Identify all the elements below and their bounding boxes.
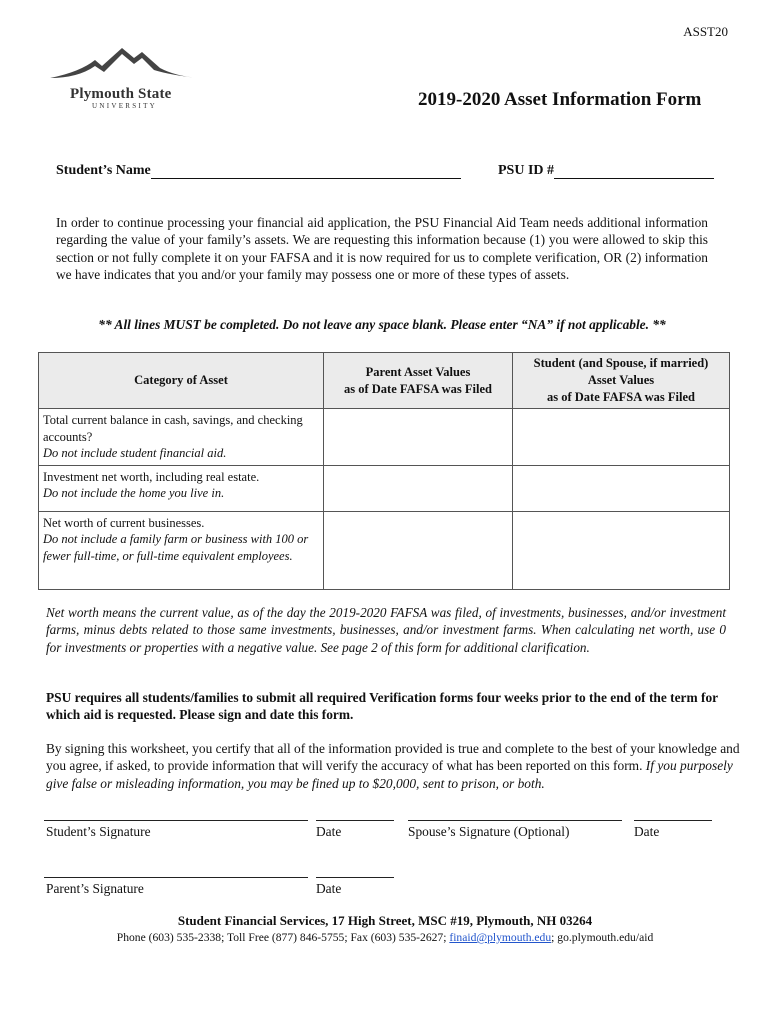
spouse-date-line[interactable]	[634, 820, 712, 821]
logo-subtitle: UNIVERSITY	[92, 102, 157, 110]
psu-id-label: PSU ID #	[498, 163, 555, 178]
student-signature-label: Student’s Signature	[46, 824, 151, 839]
psu-id-line[interactable]	[554, 164, 714, 179]
email-link[interactable]: finaid@plymouth.edu	[449, 931, 552, 944]
spouse-signature-line[interactable]	[408, 820, 622, 821]
student-date-line[interactable]	[316, 820, 394, 821]
parent-value-cell[interactable]	[324, 465, 513, 511]
table-row	[39, 465, 730, 511]
student-name-label: Student’s Name	[56, 163, 151, 178]
table-header-row	[39, 353, 730, 409]
psu-id-field	[498, 163, 714, 179]
contact-numbers: Phone (603) 535-2338; Toll Free (877) 846-5755; Fax (603) 535-2627;	[116, 931, 447, 944]
parent-value-cell[interactable]	[324, 409, 513, 466]
asset-label: Net worth of current businesses.	[43, 515, 205, 530]
table-row	[39, 511, 730, 589]
student-header-line-2: Asset Values	[587, 373, 655, 387]
parent-signature-label: Parent’s Signature	[46, 881, 144, 896]
parent-value-cell[interactable]	[324, 511, 513, 589]
form-title: 2019-2020 Asset Information Form	[418, 89, 702, 110]
parent-signature-line[interactable]	[44, 877, 308, 878]
student-header-line-3: as of Date FAFSA was Filed	[546, 390, 696, 404]
asset-category-cell	[39, 409, 324, 466]
student-signature-line[interactable]	[44, 820, 308, 821]
intro-paragraph: In order to continue processing your financial aid application, the PSU Financial Aid Team needs additional information regarding the value of your family’s assets. We are requesting this information because (1) you were allowed to skip this section or not fully complete it on your FAFSA and it is now required for us to complete verification, OR (2) information we have indicates that you and/or your family may possess one or more of these types of assets.	[56, 215, 708, 282]
asset-table	[38, 352, 730, 590]
completion-warning: ** All lines MUST be completed. Do not leave any space blank. Please enter “NA” if not applicable. **	[98, 317, 666, 332]
student-header-line-1: Student (and Spouse, if married)	[533, 356, 709, 370]
parent-header-line-2: as of Date FAFSA was Filed	[343, 381, 493, 396]
mountain-logo-icon	[50, 42, 200, 86]
student-name-field	[56, 163, 461, 179]
psu-requirement: PSU requires all students/families to submit all required Verification forms four weeks prior to the end of the term for which aid is requested. Please sign and date this form.	[46, 690, 718, 723]
web-address: ; go.plymouth.edu/aid	[551, 931, 654, 944]
footer-address: Student Financial Services, 17 High Street, MSC #19, Plymouth, NH 03264	[177, 913, 593, 928]
footer-contact	[0, 931, 770, 944]
student-date-label: Date	[316, 824, 342, 839]
spouse-date-label: Date	[634, 824, 660, 839]
asset-note: Do not include the home you live in.	[43, 486, 225, 500]
student-values-header	[513, 353, 730, 409]
asset-category-cell	[39, 511, 324, 589]
student-value-cell[interactable]	[513, 409, 730, 466]
form-code: ASST20	[683, 24, 728, 39]
asset-label: Investment net worth, including real estate.	[43, 469, 260, 484]
net-worth-definition: Net worth means the current value, as of the day the 2019-2020 FAFSA was filed, of investments, businesses, and/or investment farms, minus debts related to those same investments, businesses, and/or investment farms. When calculating net worth, use 0 for investments or properties with a negative value. See page 2 of this form for additional clarification.	[46, 605, 726, 655]
logo-name: Plymouth State	[70, 86, 172, 102]
certification-text	[46, 740, 751, 792]
certification-statement: By signing this worksheet, you certify that all of the information provided is true and complete to the best of your knowledge and you agree, if asked, to provide information that will verify the accuracy of what has been reported on this form.	[46, 741, 740, 774]
student-value-cell[interactable]	[513, 465, 730, 511]
student-name-line[interactable]	[151, 164, 461, 179]
parent-header-line-1: Parent Asset Values	[365, 364, 471, 379]
table-row	[39, 409, 730, 466]
parent-date-line[interactable]	[316, 877, 394, 878]
parent-date-label: Date	[316, 881, 342, 896]
category-header: Category of Asset	[39, 353, 324, 409]
spouse-signature-label: Spouse’s Signature (Optional)	[408, 824, 570, 839]
university-logo	[50, 42, 200, 116]
asset-category-cell	[39, 465, 324, 511]
asset-note: Do not include student financial aid.	[43, 446, 227, 460]
asset-label: Total current balance in cash, savings, and checking accounts?	[43, 413, 303, 444]
certification-warning: If you purposely give false or misleading information, you may be fined up to $20,000, sent to prison, or both.	[46, 758, 733, 791]
asset-note: Do not include a family farm or business with 100 or fewer full-time, or full-time equivalent employees.	[43, 532, 309, 563]
student-value-cell[interactable]	[513, 511, 730, 589]
parent-values-header	[324, 353, 513, 409]
